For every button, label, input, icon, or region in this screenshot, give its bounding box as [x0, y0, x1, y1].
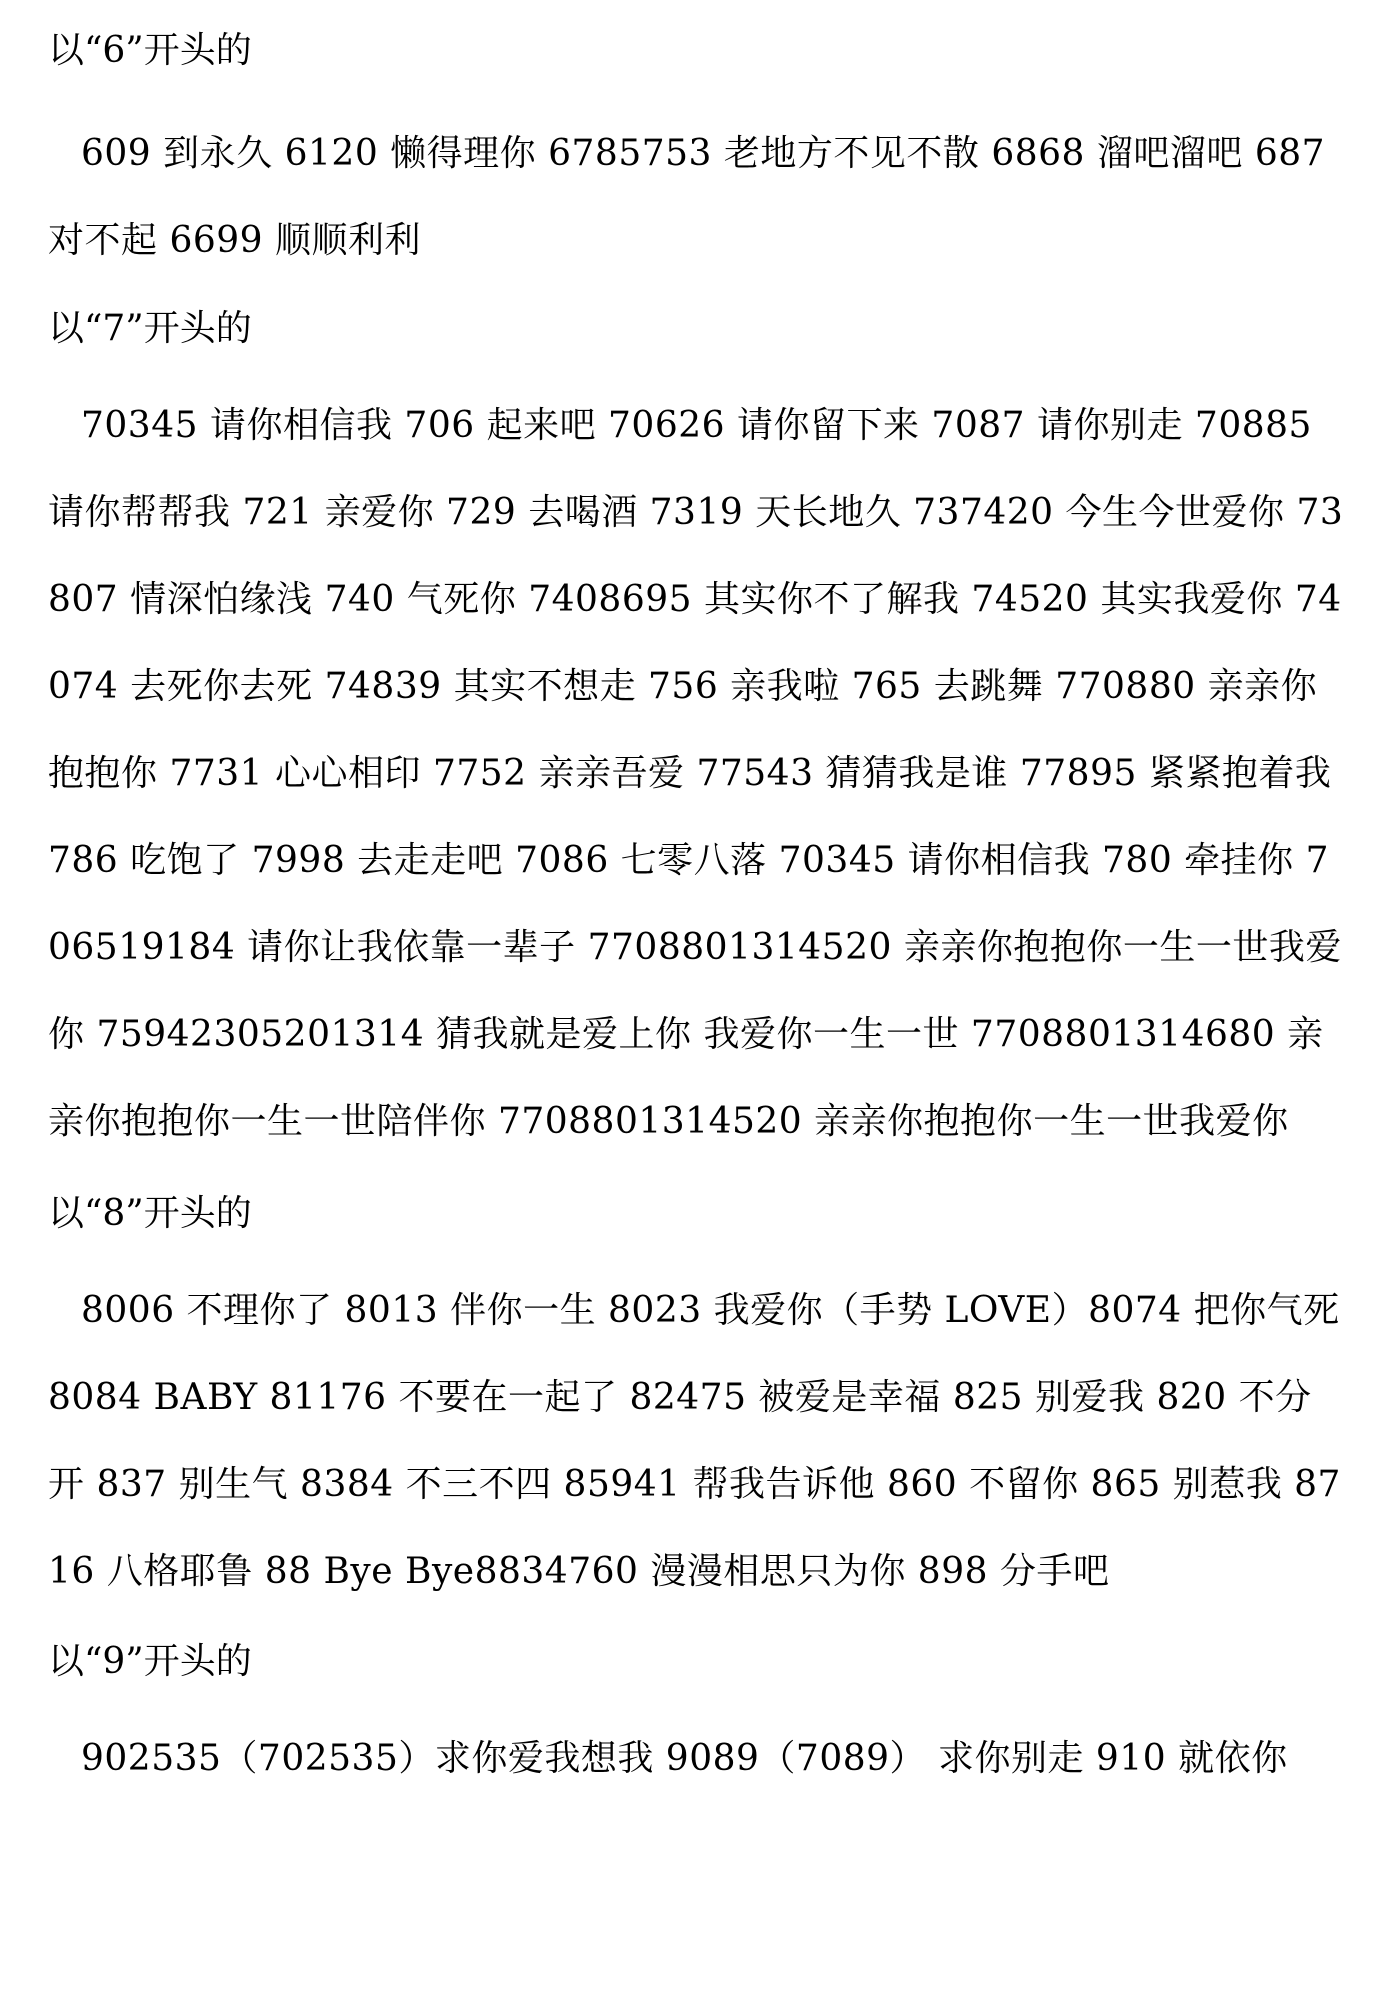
- section-heading-8: 以“8”开头的: [48, 1193, 252, 1234]
- document-page: [48, 18, 1348, 1802]
- section-body-9: 902535（702535）求你爱我想我 9089（7089） 求你别走 910 就依你: [81, 1738, 1288, 1779]
- section-body-6: 609 到永久 6120 懒得理你 6785753 老地方不见不散 6868 溜吧溜吧 687 对不起 6699 顺顺利利: [48, 133, 1326, 261]
- section-heading-6: 以“6”开头的: [48, 30, 252, 71]
- section-heading-7: 以“7”开头的: [48, 308, 252, 349]
- section-heading-9: 以“9”开头的: [48, 1641, 252, 1682]
- section-body-7: 70345 请你相信我 706 起来吧 70626 请你留下来 7087 请你别走 70885 请你帮帮我 721 亲爱你 729 去喝酒 7319 天长地久 737420 今生今世爱你 73807 情深怕缘浅 740 气死你 7408695 其实你不了解我 74520 其实我爱你 74074 去死你去死 74839 其实不想走 756 亲我啦 765 去跳舞 770880 亲亲你抱抱你 7731 心心相印 7752 亲亲吾爱 77543 猜猜我是谁 77895 紧紧抱着我 786 吃饱了 7998 去走走吧 7086 七零八落 70345 请你相信我 780 牵挂你 706519184 请你让我依靠一辈子 7708801314520 亲亲你抱抱你一生一世我爱你 75942305201314 猜我就是爱上你 我爱你一生一世 7708801314680 亲亲你抱抱你一生一世陪伴你 7708801314520 亲亲你抱抱你一生一世我爱你: [48, 405, 1344, 1142]
- section-body-8: 8006 不理你了 8013 伴你一生 8023 我爱你（手势 LOVE）8074 把你气死 8084 BABY 81176 不要在一起了 82475 被爱是幸福 825 别爱我 820 不分开 837 别生气 8384 不三不四 85941 帮我告诉他 860 不留你 865 别惹我 8716 八格耶鲁 88 Bye Bye8834760 漫漫相思只为你 898 分手吧: [48, 1290, 1341, 1592]
